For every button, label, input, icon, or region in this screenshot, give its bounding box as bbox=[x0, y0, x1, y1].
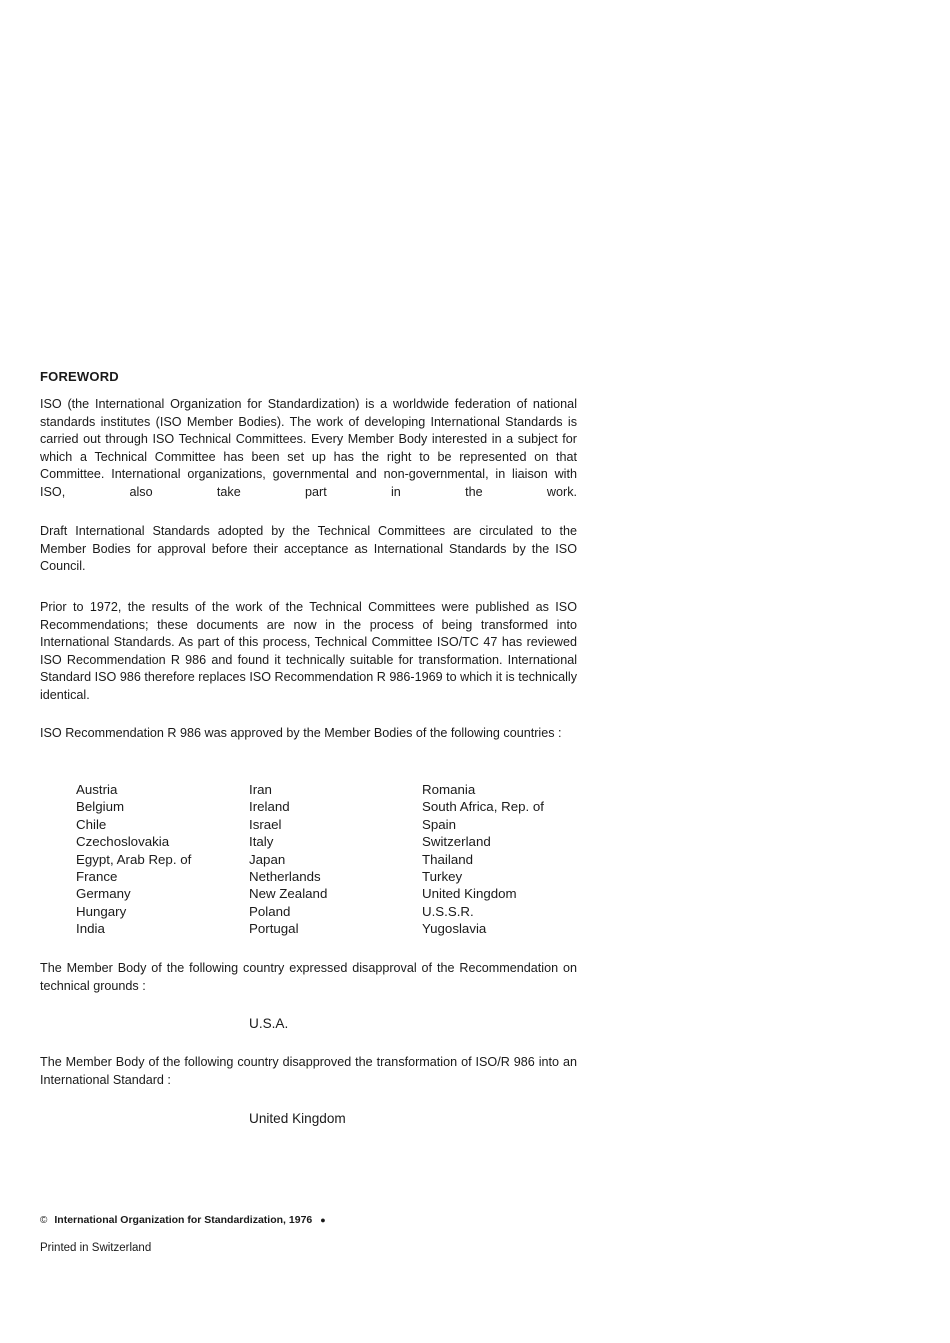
country-item: Austria bbox=[76, 782, 118, 797]
country-item: Spain bbox=[422, 816, 457, 832]
country-item: Ireland bbox=[249, 799, 290, 815]
country-item: Chile bbox=[76, 816, 107, 832]
paragraph-technical-disapproval: The Member Body of the following country expressed disapproval of the Recommendation on technical grounds : bbox=[40, 961, 577, 993]
paragraph-iso-intro: ISO (the International Organization for Standardization) is a worldwide federation of national standards institutes (ISO Member Bodies). The work of developing International Standards is carried out through ISO Technical Committees. Every Member Body interested in a subject for which a Technical Committee has been set up has the right to be represented on that Committee. International organizations, governmental and non-governmental, in liaison with ISO, also take part in the work. bbox=[40, 397, 577, 499]
country-item: Yugoslavia bbox=[422, 921, 487, 937]
country-item: Romania bbox=[422, 782, 476, 797]
country-item: South Africa, Rep. of bbox=[422, 799, 544, 815]
copyright-text: International Organization for Standardization, 1976 bbox=[54, 1214, 313, 1226]
country-item: Turkey bbox=[422, 869, 463, 885]
printed-location: Printed in Switzerland bbox=[40, 1242, 152, 1254]
paragraph-transformation-disapproval: The Member Body of the following country disapproved the transformation of ISO/R 986 into an International Standard : bbox=[40, 1055, 577, 1087]
country-item: United Kingdom bbox=[422, 886, 517, 902]
paragraph-draft-standards: Draft International Standards adopted by the Technical Committees are circulated to the Member Bodies for approval before their acceptance as International Standards by the ISO Council. bbox=[40, 524, 577, 573]
country-item: Portugal bbox=[249, 921, 299, 937]
country-item: Italy bbox=[249, 834, 274, 850]
country-item: Egypt, Arab Rep. of bbox=[76, 851, 192, 867]
country-item: Germany bbox=[76, 886, 131, 902]
country-item: France bbox=[76, 869, 118, 885]
country-item: New Zealand bbox=[249, 886, 328, 902]
country-item: Iran bbox=[249, 782, 272, 797]
disapproving-country-technical: U.S.A. bbox=[249, 1016, 289, 1031]
country-column-1 bbox=[76, 781, 249, 938]
country-column-3 bbox=[422, 781, 576, 938]
foreword-heading: FOREWORD bbox=[40, 369, 119, 384]
country-item: U.S.S.R. bbox=[422, 903, 474, 919]
country-item: Czechoslovakia bbox=[76, 834, 170, 850]
country-item: Belgium bbox=[76, 799, 125, 815]
paragraph-prior-1972: Prior to 1972, the results of the work of the Technical Committees were published as ISO Recommendations; these documents are now in the process of being transformed into International Standards. As part of this process, Technical Committee ISO/TC 47 has reviewed ISO Recommendation R 986 and found it technically suitable for transformation. International Standard ISO 986 therefore replaces ISO Recommendation R 986-1969 to which it is technically identical. bbox=[40, 600, 577, 702]
country-column-2 bbox=[249, 781, 422, 938]
country-item: Netherlands bbox=[249, 869, 321, 885]
country-item: India bbox=[76, 921, 105, 937]
country-item: Switzerland bbox=[422, 834, 491, 850]
country-item: Thailand bbox=[422, 851, 474, 867]
country-item: Poland bbox=[249, 903, 291, 919]
copyright-icon: © bbox=[40, 1214, 48, 1226]
copyright-line bbox=[40, 1214, 326, 1226]
country-item: Israel bbox=[249, 816, 282, 832]
country-list bbox=[76, 781, 576, 938]
bullet-icon: ● bbox=[320, 1215, 326, 1225]
country-item: Hungary bbox=[76, 903, 127, 919]
disapproving-country-transformation: United Kingdom bbox=[249, 1111, 346, 1126]
paragraph-approval-intro: ISO Recommendation R 986 was approved by the Member Bodies of the following countries : bbox=[40, 726, 562, 740]
country-item: Japan bbox=[249, 851, 286, 867]
